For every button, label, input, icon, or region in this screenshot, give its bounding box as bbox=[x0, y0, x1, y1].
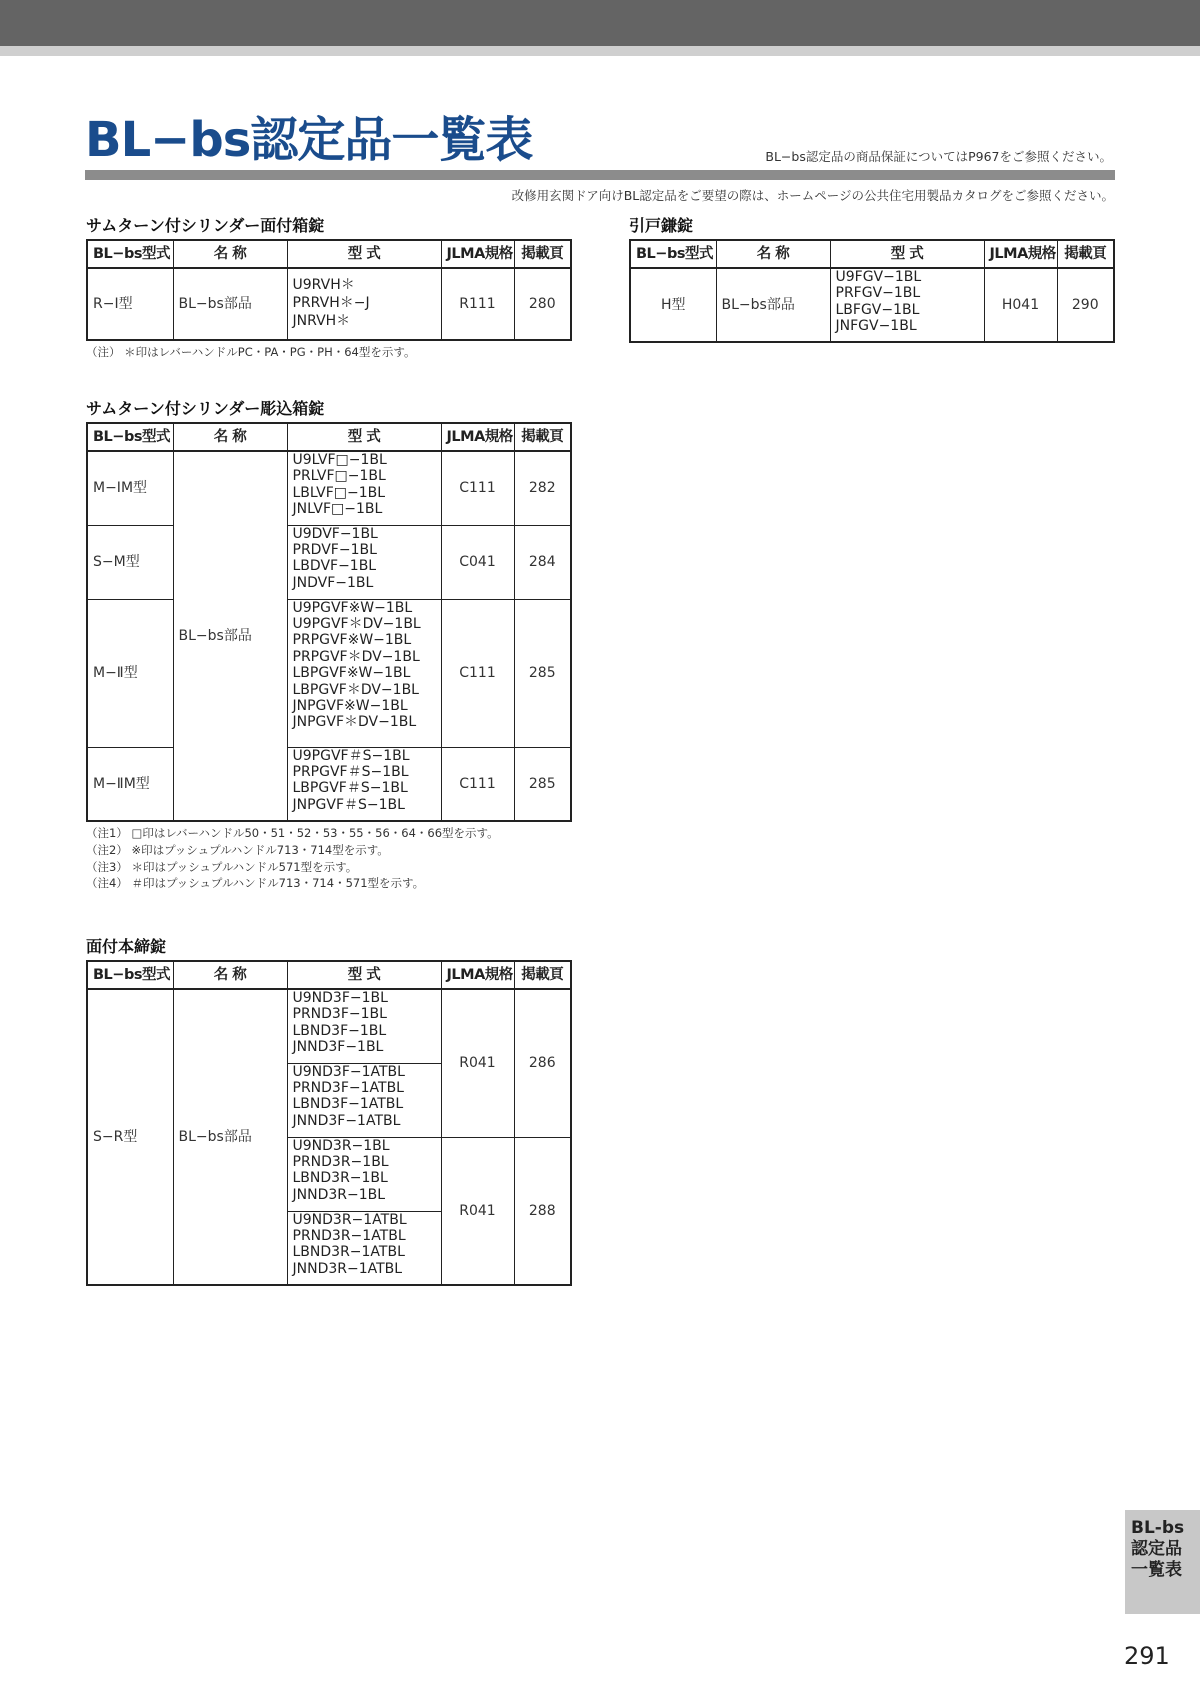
model-number: U9DVF−1BL bbox=[292, 525, 378, 542]
model-number: U9ND3F−1BL bbox=[292, 990, 388, 1006]
model-number: JNPGVF＃S−1BL bbox=[292, 796, 405, 813]
page-cell: 285 bbox=[514, 747, 571, 821]
model-number: U9PGVF※W−1BL bbox=[292, 599, 413, 616]
model-number: U9FGV−1BL bbox=[835, 269, 922, 285]
section-title: 面付本締錠 bbox=[86, 937, 167, 956]
model-number: JNLVF□−1BL bbox=[292, 501, 383, 518]
column-header: JLMA規格 bbox=[441, 961, 514, 989]
model-number: U9ND3F−1ATBL bbox=[292, 1063, 405, 1080]
models-cell bbox=[287, 989, 441, 1063]
model-number: LBDVF−1BL bbox=[292, 558, 377, 575]
name-cell: BL−bs部品 bbox=[173, 268, 287, 340]
models-cell bbox=[287, 525, 441, 599]
bl-type-cell: R−Ⅰ型 bbox=[87, 268, 173, 340]
column-header: JLMA規格 bbox=[441, 240, 514, 268]
spec-table bbox=[86, 960, 572, 1286]
table-header-row bbox=[630, 240, 1114, 268]
table-header-row bbox=[87, 961, 571, 989]
spec-table bbox=[86, 239, 572, 341]
section-surface-deadlock bbox=[86, 936, 572, 1286]
notes bbox=[86, 344, 572, 361]
tab-label: BL-bs bbox=[1131, 1518, 1185, 1538]
model-number: LBND3R−1BL bbox=[292, 1170, 388, 1187]
jlma-cell: C111 bbox=[441, 451, 514, 525]
model-number: LBFGV−1BL bbox=[835, 301, 920, 318]
model-number: JNPGVF※W−1BL bbox=[292, 697, 408, 714]
column-header: BL−bs型式 bbox=[87, 423, 173, 451]
column-header: 型 式 bbox=[287, 961, 441, 989]
note: （注4） ＃印はプッシュプルハンドル713・714・571型を示す。 bbox=[86, 876, 425, 891]
page-number: 291 bbox=[1124, 1642, 1170, 1670]
model-number: LBND3R−1ATBL bbox=[292, 1244, 405, 1261]
model-number: JNRVH＊ bbox=[292, 313, 351, 329]
note: （注2） ※印はプッシュプルハンドル713・714型を示す。 bbox=[86, 842, 389, 857]
model-number: LBLVF□−1BL bbox=[292, 484, 386, 501]
model-number: PRRVH＊−J bbox=[292, 295, 370, 311]
page-cell: 288 bbox=[514, 1137, 571, 1285]
column-header: 名 称 bbox=[173, 240, 287, 268]
section-title: サムターン付シリンダー面付箱錠 bbox=[86, 216, 325, 235]
models-cell bbox=[287, 1063, 441, 1137]
column-header: JLMA規格 bbox=[441, 423, 514, 451]
column-header: BL−bs型式 bbox=[87, 961, 173, 989]
column-header: JLMA規格 bbox=[984, 240, 1057, 268]
spec-table bbox=[86, 422, 572, 822]
bl-type-cell: S−M型 bbox=[87, 525, 173, 599]
model-number: PRND3R−1ATBL bbox=[292, 1227, 406, 1244]
jlma-cell: H041 bbox=[984, 268, 1057, 342]
page-cell: 280 bbox=[514, 268, 571, 340]
column-header: 掲載頁 bbox=[514, 961, 571, 989]
name-cell: BL−bs部品 bbox=[716, 268, 830, 342]
column-header: 型 式 bbox=[287, 240, 441, 268]
models-cell bbox=[287, 1137, 441, 1211]
section-sliding-door-lock bbox=[629, 215, 1115, 343]
model-number: JNND3F−1BL bbox=[292, 1039, 384, 1056]
page-title: BL−bs認定品一覧表 bbox=[85, 112, 533, 168]
title-rule bbox=[85, 170, 1115, 180]
model-number: LBND3F−1ATBL bbox=[292, 1096, 404, 1113]
bl-type-cell: S−R型 bbox=[87, 989, 173, 1285]
jlma-cell: R111 bbox=[441, 268, 514, 340]
model-number: PRPGVF＃S−1BL bbox=[292, 763, 409, 780]
models-cell bbox=[287, 1211, 441, 1285]
page-cell: 286 bbox=[514, 989, 571, 1137]
model-number: U9PGVF＊DV−1BL bbox=[292, 615, 421, 632]
bl-type-cell: H型 bbox=[630, 268, 716, 342]
jlma-cell: R041 bbox=[441, 1137, 514, 1285]
page-cell: 284 bbox=[514, 525, 571, 599]
page-cell: 290 bbox=[1057, 268, 1114, 342]
table-row bbox=[87, 268, 571, 340]
model-number: PRND3R−1BL bbox=[292, 1153, 389, 1170]
top-banner-stripe bbox=[0, 46, 1200, 56]
model-number: U9PGVF＃S−1BL bbox=[292, 747, 410, 764]
note: （注3） ＊印はプッシュプルハンドル571型を示す。 bbox=[86, 859, 358, 874]
tab-label: 一覧表 bbox=[1131, 1560, 1182, 1580]
model-number: LBPGVF＃S−1BL bbox=[292, 780, 408, 797]
jlma-cell: C041 bbox=[441, 525, 514, 599]
column-header: 掲載頁 bbox=[1057, 240, 1114, 268]
column-header: 型 式 bbox=[287, 423, 441, 451]
model-number: PRND3F−1ATBL bbox=[292, 1079, 404, 1096]
table-row bbox=[87, 525, 571, 599]
column-header: 名 称 bbox=[173, 423, 287, 451]
page-cell: 282 bbox=[514, 451, 571, 525]
model-number: JNDVF−1BL bbox=[292, 574, 374, 591]
models-cell bbox=[287, 268, 441, 340]
bl-type-cell: M−ⅡM型 bbox=[87, 747, 173, 821]
jlma-cell: R041 bbox=[441, 989, 514, 1137]
model-number: PRLVF□−1BL bbox=[292, 468, 386, 485]
spec-table bbox=[629, 239, 1115, 343]
model-number: JNND3R−1BL bbox=[292, 1186, 386, 1203]
model-number: U9RVH＊ bbox=[292, 277, 355, 293]
table-header-row bbox=[87, 240, 571, 268]
model-number: PRPGVF※W−1BL bbox=[292, 632, 412, 649]
notes bbox=[86, 825, 572, 892]
table-row bbox=[87, 747, 571, 821]
model-number: U9LVF□−1BL bbox=[292, 452, 387, 468]
models-cell bbox=[830, 268, 984, 342]
column-header: 掲載頁 bbox=[514, 423, 571, 451]
bl-type-cell: M−Ⅱ型 bbox=[87, 599, 173, 747]
section-title: 引戸鎌錠 bbox=[629, 216, 694, 235]
table-row bbox=[87, 451, 571, 525]
section-title: サムターン付シリンダー彫込箱錠 bbox=[86, 399, 325, 418]
model-number: JNND3R−1ATBL bbox=[292, 1260, 403, 1277]
table-row bbox=[87, 599, 571, 747]
jlma-cell: C111 bbox=[441, 747, 514, 821]
model-number: PRDVF−1BL bbox=[292, 541, 377, 558]
page-cell: 285 bbox=[514, 599, 571, 747]
name-cell: BL−bs部品 bbox=[173, 451, 287, 821]
table-row bbox=[630, 268, 1114, 342]
tab-label: 認定品 bbox=[1131, 1539, 1182, 1559]
model-number: PRFGV−1BL bbox=[835, 285, 921, 302]
model-number: PRPGVF＊DV−1BL bbox=[292, 648, 420, 665]
models-cell bbox=[287, 599, 441, 747]
model-number: PRND3F−1BL bbox=[292, 1006, 387, 1023]
column-header: 名 称 bbox=[173, 961, 287, 989]
model-number: U9ND3R−1BL bbox=[292, 1137, 390, 1154]
model-number: U9ND3R−1ATBL bbox=[292, 1211, 407, 1228]
name-cell: BL−bs部品 bbox=[173, 989, 287, 1285]
column-header: 名 称 bbox=[716, 240, 830, 268]
note: （注） ＊印はレバーハンドルPC・PA・PG・PH・64型を示す。 bbox=[86, 345, 416, 359]
models-cell bbox=[287, 451, 441, 525]
model-number: JNPGVF＊DV−1BL bbox=[292, 714, 417, 731]
model-number: JNFGV−1BL bbox=[835, 318, 917, 335]
column-header: 掲載頁 bbox=[514, 240, 571, 268]
top-banner bbox=[0, 0, 1200, 46]
section-mortise-box-lock bbox=[86, 398, 572, 892]
column-header: 型 式 bbox=[830, 240, 984, 268]
model-number: LBPGVF※W−1BL bbox=[292, 665, 411, 682]
section-surface-box-lock bbox=[86, 215, 572, 361]
model-number: JNND3F−1ATBL bbox=[292, 1112, 401, 1129]
section-index-tab[interactable] bbox=[1125, 1510, 1200, 1614]
warranty-note: BL−bs認定品の商品保証についてはP967をご参照ください。 bbox=[765, 149, 1112, 164]
renovation-note: 改修用玄関ドア向けBL認定品をご要望の際は、ホームページの公共住宅用製品カタログをご参照ください。 bbox=[511, 188, 1114, 203]
note: （注1） □印はレバーハンドル50・51・52・53・55・56・64・66型を示す。 bbox=[86, 826, 499, 840]
models-cell bbox=[287, 747, 441, 821]
model-number: LBND3F−1BL bbox=[292, 1022, 387, 1039]
table-header-row bbox=[87, 423, 571, 451]
bl-type-cell: M−ⅠM型 bbox=[87, 451, 173, 525]
jlma-cell: C111 bbox=[441, 599, 514, 747]
model-number: LBPGVF＊DV−1BL bbox=[292, 681, 419, 698]
column-header: BL−bs型式 bbox=[630, 240, 716, 268]
column-header: BL−bs型式 bbox=[87, 240, 173, 268]
table-row bbox=[87, 989, 571, 1063]
